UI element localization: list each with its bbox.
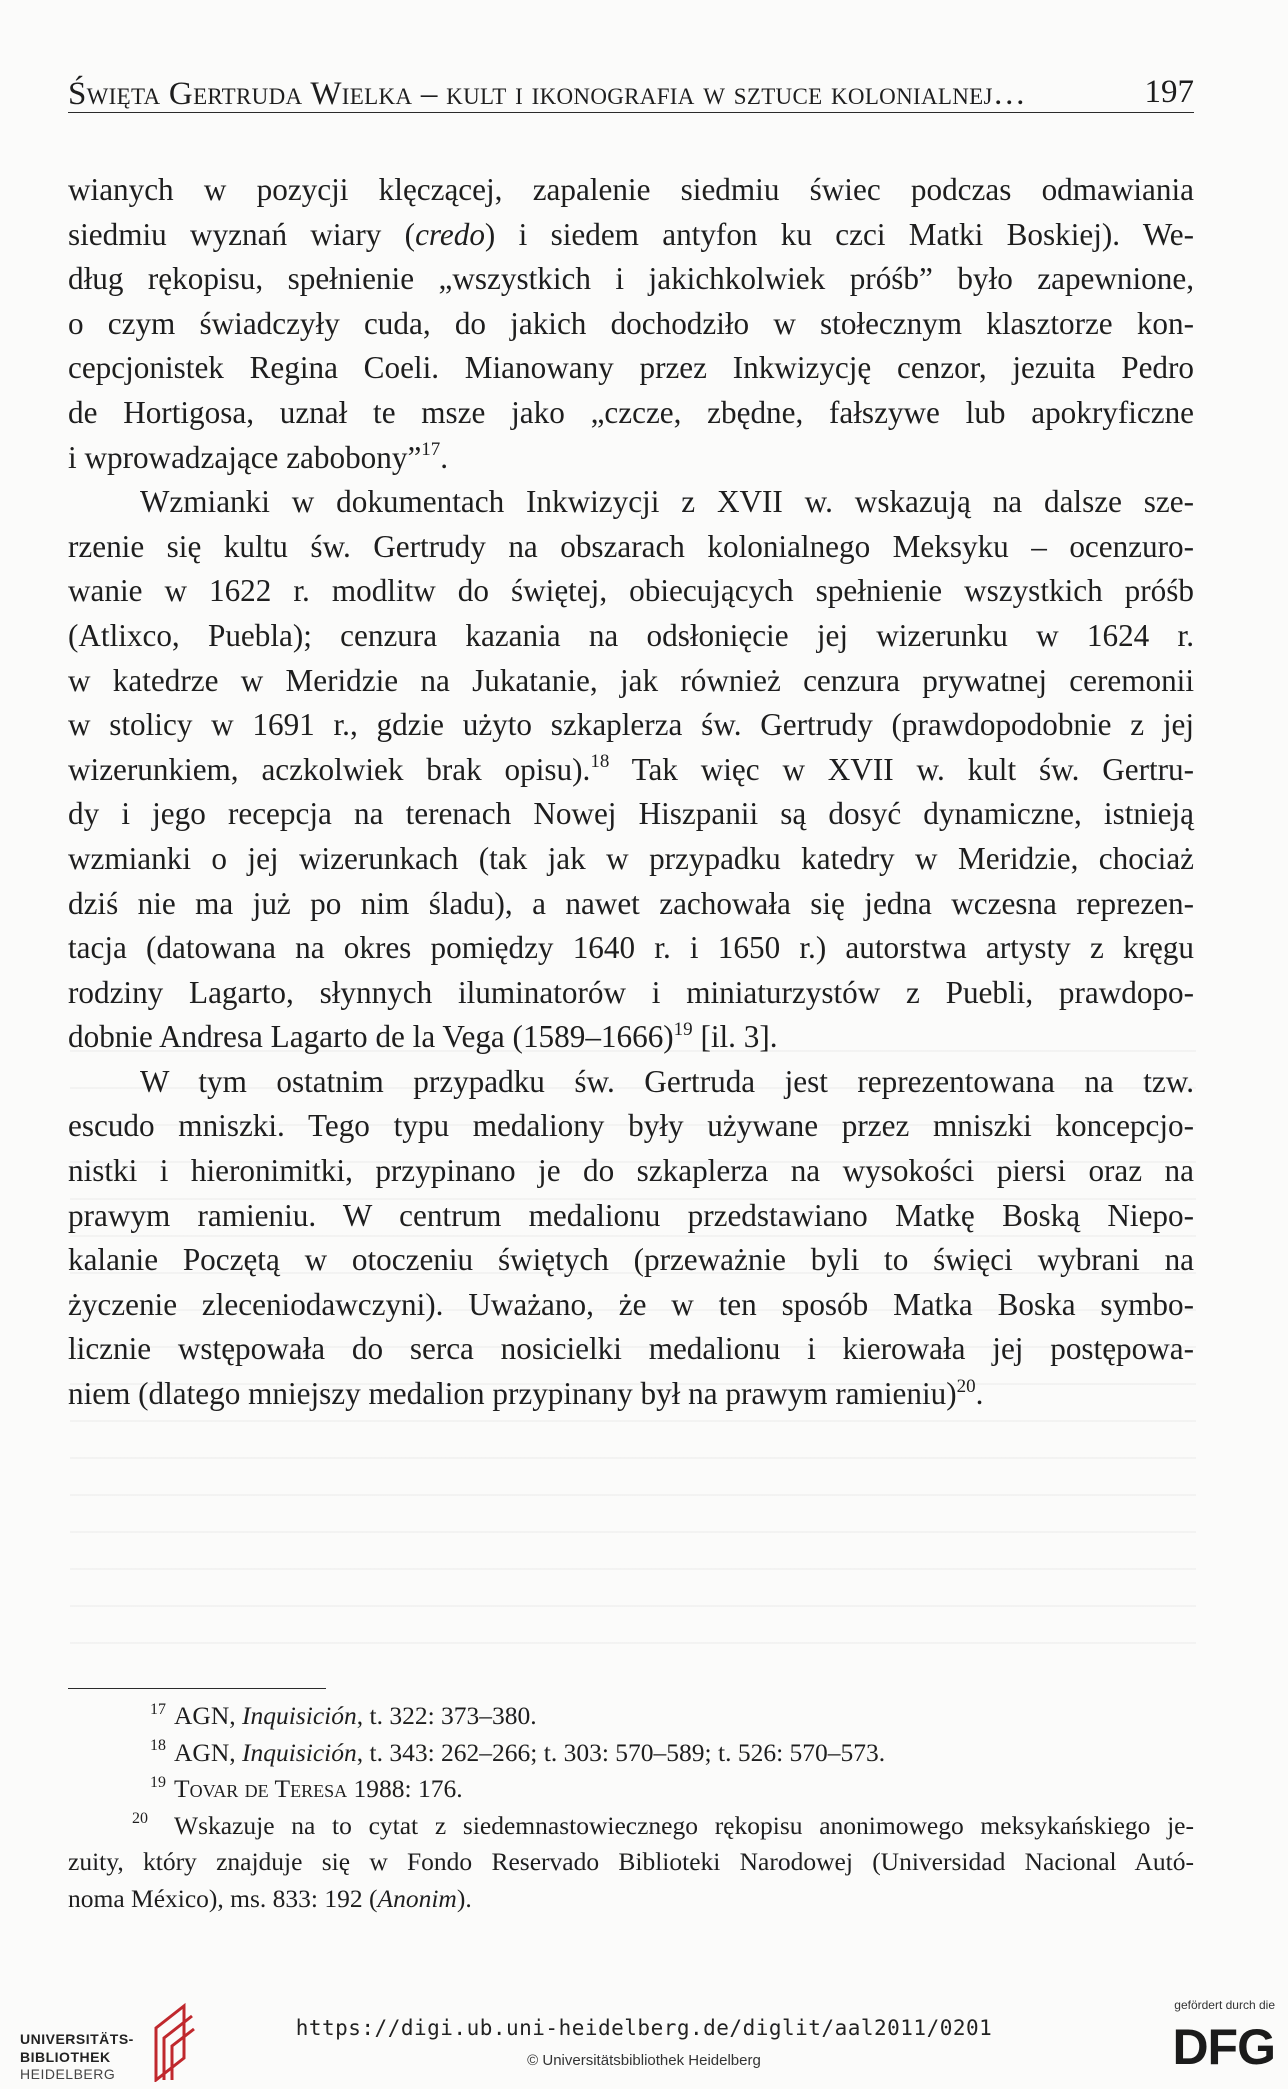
dfg-logo-icon: DFG [1172,2019,1275,2075]
dfg-funding-logo[interactable]: gefördert durch die DFG [1172,1998,1275,2075]
text-line: wanie w 1622 r. modlitw do świętej, obiecujących spełnienie wszystkich próśb [68,573,1194,609]
text-line: i wprowadzające zabobony”$^{17}$. [68,439,449,475]
text-line: licznie wstępowała do serca nosicielki medalionu i kierowała jej postępowa- [68,1331,1194,1367]
text-line: rodziny Lagarto, słynnych iluminatorów i miniaturzystów z Puebli, prawdopo- [68,974,1194,1010]
footnote-17: $^{17}$ AGN, Inquisición, t. 322: 373–380. [150,1700,537,1730]
text-line: Wzmianki w dokumentach Inkwizycji z XVII w. wskazują na dalsze sze- [140,484,1194,520]
text-line: wianych w pozycji klęczącej, zapalenie siedmiu świec podczas odmawiania [68,172,1194,207]
footnote-20: $^{20}$ Wskazuje na to cytat z siedemnastowiecznego rękopisu anonimowego meksykańskiego je- [132,1810,1194,1840]
page-number: 197 [1144,74,1194,110]
paragraph-2 [68,480,1194,1060]
footnote-ref: 20 [956,1375,976,1397]
text-line: nistki i hieronimitki, przypinano je do szkaplerza na wysokości piersi oraz na [68,1153,1194,1189]
running-title: Święta Gertruda Wielka – kult i ikonografia w sztuce kolonialnej… [68,76,1027,112]
text-line: w katedrze w Meridzie na Jukatanie, jak również cenzura prywatnej ceremonii [68,662,1194,698]
text-line: niem (dlatego mniejszy medalion przypinany był na prawym ramieniu)$^{20}$. [68,1375,984,1412]
footnotes [68,1698,1194,1917]
footnote-18: $^{18}$ AGN, Inquisición, t. 343: 262–266; t. 303: 570–589; t. 526: 570–573. [150,1737,886,1767]
text-line: escudo mniszki. Tego typu medaliony były używane przez mniszki koncepcjo- [68,1108,1194,1144]
text-line: (Atlixco, Puebla); cenzura kazania na odsłonięcie jej wizerunku w 1624 r. [68,617,1194,653]
text-line: W tym ostatnim przypadku św. Gertruda jest reprezentowana na tzw. [140,1063,1194,1099]
footnote-ref: 19 [673,1018,693,1040]
text-line: życzenie zleceniodawczyni). Uważano, że w ten sposób Matka Boska symbo- [68,1286,1194,1322]
text-line: rzenie się kultu św. Gertrudy na obszarach kolonialnego Meksyku – ocenzuro- [68,528,1194,564]
paragraph-1 [68,168,1194,480]
footnote-20-continuation: zuity, który znajduje się w Fondo Reservado Biblioteki Narodowej (Universidad Nacional Autó- [68,1847,1194,1876]
body-text [68,168,1194,1417]
text-line: wizerunkiem, aczkolwiek brak opisu).$^{18}$ Tak więc w XVII w. kult św. Gertru- [68,751,1194,787]
text-line: dobnie Andresa Lagarto de la Vega (1589–1666)$^{19}$ [il. 3]. [68,1018,778,1055]
text-line: o czym świadczyły cuda, do jakich dochodziło w stołecznym klasztorze kon- [68,305,1194,341]
copyright-notice: © Universitätsbibliothek Heidelberg [527,2052,761,2069]
footnote-separator [68,1688,326,1689]
library-emblem-icon [148,2002,198,2082]
text-line: tacja (datowana na okres pomiędzy 1640 r. i 1650 r.) autorstwa artysty z kręgu [68,930,1194,966]
text-line: de Hortigosa, uznał te msze jako „czcze, zbędne, fałszywe lub apokryficzne [68,394,1194,430]
permalink-url[interactable]: https://digi.ub.uni-heidelberg.de/diglit/aal2011/0201 [295,2016,993,2040]
text-line: cepcjonistek Regina Coeli. Mianowany przez Inkwizycję cenzor, jezuita Pedro [68,350,1194,386]
text-line: wzmianki o jej wizerunkach (tak jak w przypadku katedry w Meridzie, chociaż [68,840,1194,876]
university-library-logo[interactable]: UNIVERSITÄTS- BIBLIOTHEK HEIDELBERG [20,2002,200,2072]
text-line: siedmiu wyznań wiary (credo) i siedem antyfon ku czci Matki Boskiej). We- [68,216,1194,252]
text-line: dy i jego recepcja na terenach Nowej Hiszpanii są dosyć dynamiczne, istnieją [68,796,1194,832]
text-line: dziś nie ma już po nim śladu), a nawet zachowała się jedna wczesna reprezen- [68,885,1194,921]
footnote-ref: 18 [590,751,610,773]
footnote-20-continuation: noma México), ms. 833: 192 (Anonim). [68,1883,472,1913]
footnote-ref: 17 [421,439,441,461]
text-line: prawym ramieniu. W centrum medalionu przedstawiano Matkę Boską Niepo- [68,1197,1194,1233]
text-line: dług rękopisu, spełnienie „wszystkich i jakichkolwiek próśb” było zapewnione, [68,261,1194,297]
digitization-footer [0,1990,1288,2089]
running-header [68,72,1194,113]
text-line: kalanie Poczętą w otoczeniu świętych (przeważnie byli to święci wybrani na [68,1242,1194,1278]
text-line: w stolicy w 1691 r., gdzie użyto szkaplerza św. Gertrudy (prawdopodobnie z jej [68,707,1194,743]
footnote-19: $^{19}$ Tovar de Teresa 1988: 176. [150,1773,463,1803]
paragraph-3 [68,1060,1194,1417]
